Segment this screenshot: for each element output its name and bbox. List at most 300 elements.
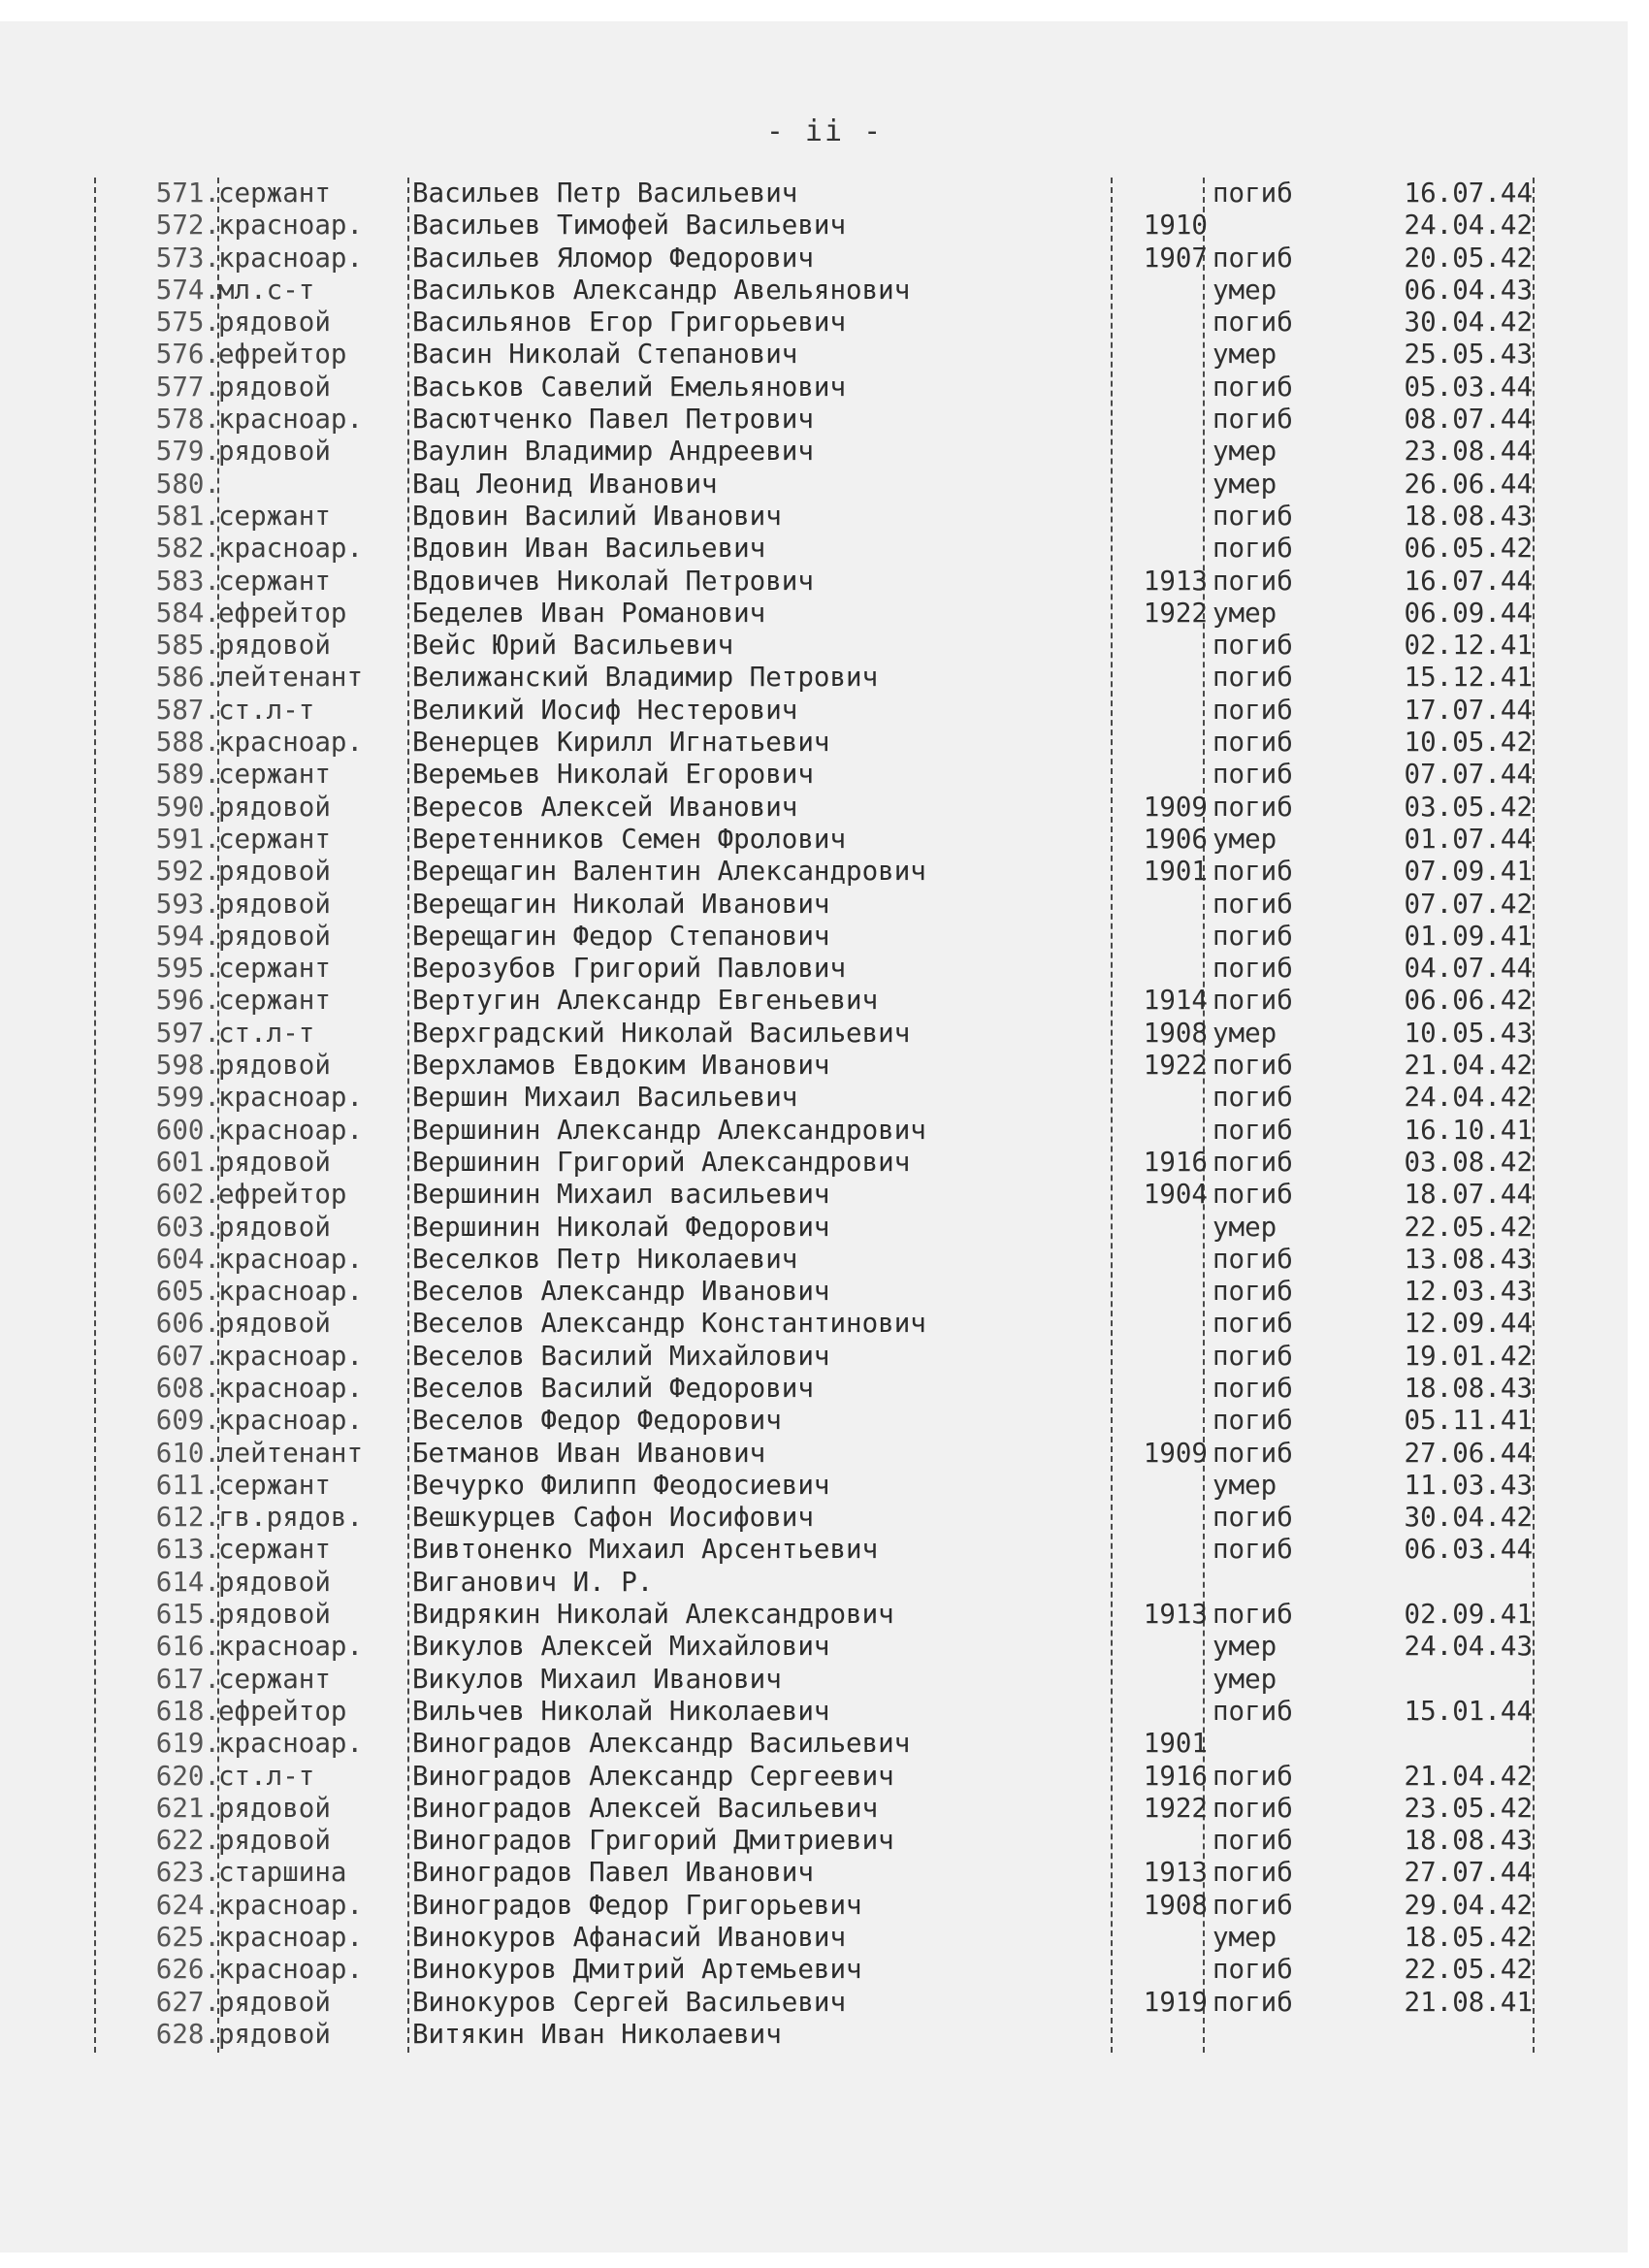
entry-name: Вертугин Александр Евгеньевич xyxy=(412,985,879,1017)
entry-name: Вешкурцев Сафон Иосифович xyxy=(412,1502,814,1534)
entry-number: 616. xyxy=(155,1631,220,1663)
entry-number: 614. xyxy=(155,1566,220,1598)
entry-number: 597. xyxy=(155,1017,220,1049)
entry-date: 05.11.41 xyxy=(1404,1405,1533,1437)
entry-date: 27.06.44 xyxy=(1404,1437,1533,1469)
entry-status: погиб xyxy=(1212,694,1293,726)
list-row xyxy=(92,566,1547,598)
entry-number: 612. xyxy=(155,1502,220,1534)
entry-status: умер xyxy=(1212,1663,1277,1695)
entry-number: 624. xyxy=(155,1889,220,1921)
list-row xyxy=(92,1018,1547,1050)
entry-name: Вершинин Григорий Александрович xyxy=(412,1146,911,1178)
entry-birth-year: 1922 xyxy=(1143,597,1208,629)
list-row xyxy=(92,1373,1547,1405)
entry-status: умер xyxy=(1212,823,1277,855)
entry-date: 24.04.42 xyxy=(1404,1082,1533,1114)
entry-date: 11.03.43 xyxy=(1404,1469,1533,1501)
entry-name: Великий Иосиф Нестерович xyxy=(412,694,798,726)
entry-status: умер xyxy=(1212,1017,1277,1049)
entry-number: 607. xyxy=(155,1340,220,1372)
list-row xyxy=(92,372,1547,404)
entry-rank: красноар. xyxy=(218,1728,364,1760)
entry-number: 587. xyxy=(155,694,220,726)
entry-rank: рядовой xyxy=(218,436,331,468)
list-row xyxy=(92,307,1547,339)
entry-date: 23.05.42 xyxy=(1404,1792,1533,1824)
entry-name: Виноградов Федор Григорьевич xyxy=(412,1889,862,1921)
entry-number: 577. xyxy=(155,371,220,403)
entry-number: 599. xyxy=(155,1082,220,1114)
list-row xyxy=(92,501,1547,533)
entry-rank: старшина xyxy=(218,1857,347,1889)
entry-status: погиб xyxy=(1212,630,1293,662)
list-row xyxy=(92,1922,1547,1954)
entry-name: Винокуров Дмитрий Артемьевич xyxy=(412,1954,862,1986)
list-row xyxy=(92,275,1547,307)
entry-date: 06.06.42 xyxy=(1404,985,1533,1017)
entry-name: Велижанский Владимир Петрович xyxy=(412,662,879,694)
entry-rank: рядовой xyxy=(218,630,331,662)
entry-rank: красноар. xyxy=(218,1340,364,1372)
entry-date: 06.05.42 xyxy=(1404,533,1533,565)
entry-number: 622. xyxy=(155,1825,220,1857)
list-row xyxy=(92,727,1547,759)
entry-rank: сержант xyxy=(218,565,331,597)
entry-status: погиб xyxy=(1212,1308,1293,1340)
entry-name: Вершинин Михаил васильевич xyxy=(412,1179,830,1211)
entry-date: 26.06.44 xyxy=(1404,468,1533,500)
entry-birth-year: 1913 xyxy=(1143,1857,1208,1889)
entry-status: погиб xyxy=(1212,1986,1293,2018)
entry-date: 19.01.42 xyxy=(1404,1340,1533,1372)
entry-number: 582. xyxy=(155,533,220,565)
entry-birth-year: 1914 xyxy=(1143,985,1208,1017)
entry-rank: ефрейтор xyxy=(218,339,347,371)
list-row xyxy=(92,598,1547,630)
entry-number: 620. xyxy=(155,1760,220,1792)
entry-number: 606. xyxy=(155,1308,220,1340)
entry-rank: рядовой xyxy=(218,888,331,920)
entry-status: умер xyxy=(1212,1211,1277,1243)
entry-number: 617. xyxy=(155,1663,220,1695)
entry-rank: ст.л-т xyxy=(218,1760,315,1792)
entry-name: Видрякин Николай Александрович xyxy=(412,1599,894,1631)
entry-number: 609. xyxy=(155,1405,220,1437)
entry-status: погиб xyxy=(1212,920,1293,952)
entry-status: умер xyxy=(1212,597,1277,629)
list-row xyxy=(92,1534,1547,1566)
entry-name: Вдовин Иван Васильевич xyxy=(412,533,766,565)
entry-number: 572. xyxy=(155,210,220,242)
entry-name: Вершинин Александр Александрович xyxy=(412,1114,926,1146)
entry-status: погиб xyxy=(1212,1599,1293,1631)
entry-name: Васин Николай Степанович xyxy=(412,339,798,371)
entry-status: погиб xyxy=(1212,1954,1293,1986)
entry-birth-year: 1904 xyxy=(1143,1179,1208,1211)
entry-name: Беделев Иван Романович xyxy=(412,597,766,629)
entry-rank: ст.л-т xyxy=(218,694,315,726)
entry-status: погиб xyxy=(1212,791,1293,823)
entry-rank: лейтенант xyxy=(218,1437,364,1469)
entry-rank: рядовой xyxy=(218,1146,331,1178)
list-row xyxy=(92,1567,1547,1599)
entry-status: погиб xyxy=(1212,1437,1293,1469)
entry-status: погиб xyxy=(1212,1146,1293,1178)
entry-name: Верещагин Федор Степанович xyxy=(412,920,830,952)
list-row xyxy=(92,243,1547,275)
entry-rank: сержант xyxy=(218,1469,331,1501)
entry-rank: красноар. xyxy=(218,242,364,274)
entry-rank: ефрейтор xyxy=(218,1179,347,1211)
entry-name: Веселов Василий Михайлович xyxy=(412,1340,830,1372)
entry-status: погиб xyxy=(1212,565,1293,597)
entry-date: 27.07.44 xyxy=(1404,1857,1533,1889)
entry-number: 605. xyxy=(155,1276,220,1308)
entry-status: погиб xyxy=(1212,1114,1293,1146)
entry-status: погиб xyxy=(1212,1243,1293,1275)
entry-rank: рядовой xyxy=(218,1792,331,1824)
entry-rank: красноар. xyxy=(218,1889,364,1921)
entry-status: умер xyxy=(1212,274,1277,306)
entry-name: Вершин Михаил Васильевич xyxy=(412,1082,798,1114)
page-number: - ii - xyxy=(765,114,884,148)
entry-status: погиб xyxy=(1212,727,1293,759)
entry-number: 619. xyxy=(155,1728,220,1760)
entry-number: 580. xyxy=(155,468,220,500)
entry-name: Ваулин Владимир Андреевич xyxy=(412,436,814,468)
entry-name: Венерцев Кирилл Игнатьевич xyxy=(412,727,830,759)
entry-name: Виганович И. Р. xyxy=(412,1566,654,1598)
entry-number: 579. xyxy=(155,436,220,468)
entry-name: Васильев Тимофей Васильевич xyxy=(412,210,847,242)
entry-birth-year: 1919 xyxy=(1143,1986,1208,2018)
entry-rank: рядовой xyxy=(218,1825,331,1857)
entry-number: 591. xyxy=(155,823,220,855)
list-row xyxy=(92,469,1547,501)
entry-rank: сержант xyxy=(218,985,331,1017)
entry-status: погиб xyxy=(1212,1276,1293,1308)
entry-name: Вдовичев Николай Петрович xyxy=(412,565,814,597)
entry-date: 16.07.44 xyxy=(1404,565,1533,597)
entry-rank: красноар. xyxy=(218,404,364,436)
entry-date: 16.07.44 xyxy=(1404,178,1533,209)
entry-birth-year: 1913 xyxy=(1143,1599,1208,1631)
entry-name: Виноградов Александр Сергеевич xyxy=(412,1760,894,1792)
entry-date: 13.08.43 xyxy=(1404,1243,1533,1275)
entry-rank: сержант xyxy=(218,178,331,209)
list-row xyxy=(92,1761,1547,1793)
entry-name: Винокуров Сергей Васильевич xyxy=(412,1986,847,2018)
list-row xyxy=(92,662,1547,694)
entry-name: Верозубов Григорий Павлович xyxy=(412,953,847,985)
entry-date: 03.05.42 xyxy=(1404,791,1533,823)
list-row xyxy=(92,1341,1547,1373)
entry-status: погиб xyxy=(1212,500,1293,532)
entry-rank: красноар. xyxy=(218,727,364,759)
entry-date: 18.05.42 xyxy=(1404,1922,1533,1954)
entry-number: 584. xyxy=(155,597,220,629)
entry-rank: мл.с-т xyxy=(218,274,315,306)
entry-status: погиб xyxy=(1212,1372,1293,1404)
entry-status: умер xyxy=(1212,1469,1277,1501)
list-row xyxy=(92,1308,1547,1340)
entry-name: Виноградов Павел Иванович xyxy=(412,1857,814,1889)
entry-status: погиб xyxy=(1212,1179,1293,1211)
entry-rank: ефрейтор xyxy=(218,1695,347,1727)
entry-date: 02.12.41 xyxy=(1404,630,1533,662)
entry-number: 596. xyxy=(155,985,220,1017)
entry-date: 15.12.41 xyxy=(1404,662,1533,694)
entry-number: 602. xyxy=(155,1179,220,1211)
list-row xyxy=(92,1599,1547,1631)
list-row xyxy=(92,1405,1547,1437)
entry-date: 24.04.42 xyxy=(1404,210,1533,242)
list-row xyxy=(92,1082,1547,1114)
entry-birth-year: 1913 xyxy=(1143,565,1208,597)
list-row xyxy=(92,1728,1547,1760)
list-row xyxy=(92,1696,1547,1728)
entry-date: 30.04.42 xyxy=(1404,1502,1533,1534)
list-row xyxy=(92,1857,1547,1889)
entry-birth-year: 1908 xyxy=(1143,1017,1208,1049)
entry-date: 07.07.42 xyxy=(1404,888,1533,920)
scan-border-right xyxy=(1628,0,1649,2268)
entry-status: погиб xyxy=(1212,759,1293,791)
entry-name: Верещагин Николай Иванович xyxy=(412,888,830,920)
entry-name: Викулов Алексей Михайлович xyxy=(412,1631,830,1663)
list-row xyxy=(92,1470,1547,1502)
entry-number: 598. xyxy=(155,1050,220,1082)
entry-date: 21.04.42 xyxy=(1404,1050,1533,1082)
entry-name: Бетманов Иван Иванович xyxy=(412,1437,766,1469)
entry-date: 18.07.44 xyxy=(1404,1179,1533,1211)
entry-name: Веселов Федор Федорович xyxy=(412,1405,782,1437)
entry-number: 625. xyxy=(155,1922,220,1954)
list-row xyxy=(92,953,1547,985)
list-row xyxy=(92,824,1547,856)
entry-rank: рядовой xyxy=(218,856,331,888)
entry-status: погиб xyxy=(1212,1825,1293,1857)
entry-rank: красноар. xyxy=(218,1243,364,1275)
entry-name: Веселов Александр Константинович xyxy=(412,1308,926,1340)
list-row xyxy=(92,210,1547,242)
entry-status: умер xyxy=(1212,468,1277,500)
entry-date: 20.05.42 xyxy=(1404,242,1533,274)
entry-number: 600. xyxy=(155,1114,220,1146)
entry-rank: рядовой xyxy=(218,791,331,823)
entry-number: 623. xyxy=(155,1857,220,1889)
entry-date: 10.05.43 xyxy=(1404,1017,1533,1049)
entry-number: 595. xyxy=(155,953,220,985)
entry-rank: рядовой xyxy=(218,1050,331,1082)
entry-status: погиб xyxy=(1212,533,1293,565)
list-row xyxy=(92,759,1547,791)
entry-name: Виноградов Алексей Васильевич xyxy=(412,1792,879,1824)
entry-number: 628. xyxy=(155,2018,220,2050)
entry-birth-year: 1910 xyxy=(1143,210,1208,242)
entry-birth-year: 1909 xyxy=(1143,1437,1208,1469)
entry-rank: лейтенант xyxy=(218,662,364,694)
entry-name: Витякин Иван Николаевич xyxy=(412,2018,782,2050)
entry-number: 590. xyxy=(155,791,220,823)
entry-name: Викулов Михаил Иванович xyxy=(412,1663,782,1695)
entry-name: Васильев Яломор Федорович xyxy=(412,242,814,274)
entry-name: Виноградов Александр Васильевич xyxy=(412,1728,911,1760)
entry-number: 575. xyxy=(155,307,220,339)
entry-name: Веретенников Семен Фролович xyxy=(412,823,847,855)
list-row xyxy=(92,404,1547,436)
entry-status: умер xyxy=(1212,1922,1277,1954)
entry-rank: красноар. xyxy=(218,1631,364,1663)
entry-number: 589. xyxy=(155,759,220,791)
list-row xyxy=(92,1179,1547,1211)
list-row xyxy=(92,533,1547,565)
entry-date: 03.08.42 xyxy=(1404,1146,1533,1178)
entry-status: умер xyxy=(1212,1631,1277,1663)
entry-date: 04.07.44 xyxy=(1404,953,1533,985)
entry-rank: красноар. xyxy=(218,210,364,242)
entry-name: Вдовин Василий Иванович xyxy=(412,500,782,532)
entry-rank: рядовой xyxy=(218,1211,331,1243)
entry-date: 17.07.44 xyxy=(1404,694,1533,726)
list-row xyxy=(92,1502,1547,1534)
entry-date: 18.08.43 xyxy=(1404,500,1533,532)
entry-number: 611. xyxy=(155,1469,220,1501)
entry-number: 585. xyxy=(155,630,220,662)
entry-date: 12.03.43 xyxy=(1404,1276,1533,1308)
list-row xyxy=(92,339,1547,371)
entry-date: 21.04.42 xyxy=(1404,1760,1533,1792)
entry-status: погиб xyxy=(1212,1534,1293,1566)
entry-date: 18.08.43 xyxy=(1404,1372,1533,1404)
list-row xyxy=(92,985,1547,1017)
list-row xyxy=(92,695,1547,727)
list-row xyxy=(92,792,1547,824)
entry-date: 06.03.44 xyxy=(1404,1534,1533,1566)
entry-number: 576. xyxy=(155,339,220,371)
entry-rank: сержант xyxy=(218,759,331,791)
entry-date: 22.05.42 xyxy=(1404,1211,1533,1243)
entry-date: 01.09.41 xyxy=(1404,920,1533,952)
entry-number: 571. xyxy=(155,178,220,209)
list-row xyxy=(92,2019,1547,2051)
entry-name: Васильянов Егор Григорьевич xyxy=(412,307,847,339)
entry-date: 16.10.41 xyxy=(1404,1114,1533,1146)
entry-status: погиб xyxy=(1212,888,1293,920)
entry-status: погиб xyxy=(1212,1405,1293,1437)
entry-name: Вечурко Филипп Феодосиевич xyxy=(412,1469,830,1501)
entry-status: погиб xyxy=(1212,953,1293,985)
entry-name: Вейс Юрий Васильевич xyxy=(412,630,734,662)
entry-date: 29.04.42 xyxy=(1404,1889,1533,1921)
entry-status: умер xyxy=(1212,339,1277,371)
entry-date: 18.08.43 xyxy=(1404,1825,1533,1857)
entry-birth-year: 1922 xyxy=(1143,1792,1208,1824)
list-row xyxy=(92,1438,1547,1470)
entry-number: 626. xyxy=(155,1954,220,1986)
list-row xyxy=(92,1825,1547,1857)
entry-birth-year: 1906 xyxy=(1143,823,1208,855)
entry-date: 15.01.44 xyxy=(1404,1695,1533,1727)
entry-date: 25.05.43 xyxy=(1404,339,1533,371)
entry-status: погиб xyxy=(1212,1050,1293,1082)
entry-number: 588. xyxy=(155,727,220,759)
entry-rank: сержант xyxy=(218,823,331,855)
entry-number: 615. xyxy=(155,1599,220,1631)
entry-date: 01.07.44 xyxy=(1404,823,1533,855)
entry-number: 601. xyxy=(155,1146,220,1178)
entry-number: 586. xyxy=(155,662,220,694)
entry-number: 608. xyxy=(155,1372,220,1404)
entry-date: 02.09.41 xyxy=(1404,1599,1533,1631)
list-row xyxy=(92,1276,1547,1308)
entry-name: Веремьев Николай Егорович xyxy=(412,759,814,791)
entry-number: 574. xyxy=(155,274,220,306)
entry-number: 592. xyxy=(155,856,220,888)
entry-number: 621. xyxy=(155,1792,220,1824)
entry-date: 10.05.42 xyxy=(1404,727,1533,759)
entry-name: Винокуров Афанасий Иванович xyxy=(412,1922,847,1954)
entry-number: 613. xyxy=(155,1534,220,1566)
entry-status: погиб xyxy=(1212,1082,1293,1114)
entry-number: 610. xyxy=(155,1437,220,1469)
entry-date: 08.07.44 xyxy=(1404,404,1533,436)
entry-name: Васильков Александр Авельянович xyxy=(412,274,911,306)
entry-status: погиб xyxy=(1212,242,1293,274)
entry-name: Вильчев Николай Николаевич xyxy=(412,1695,830,1727)
entry-number: 578. xyxy=(155,404,220,436)
entry-number: 603. xyxy=(155,1211,220,1243)
entry-number: 593. xyxy=(155,888,220,920)
entry-number: 618. xyxy=(155,1695,220,1727)
entry-status: погиб xyxy=(1212,856,1293,888)
entry-status: погиб xyxy=(1212,371,1293,403)
list-row xyxy=(92,1987,1547,2019)
list-row xyxy=(92,1890,1547,1922)
entry-name: Верхламов Евдоким Иванович xyxy=(412,1050,830,1082)
entry-name: Верхградский Николай Васильевич xyxy=(412,1017,911,1049)
entry-rank: рядовой xyxy=(218,307,331,339)
list-row xyxy=(92,921,1547,953)
entry-number: 604. xyxy=(155,1243,220,1275)
list-row xyxy=(92,630,1547,662)
list-row xyxy=(92,889,1547,921)
entry-rank: рядовой xyxy=(218,1599,331,1631)
entry-status: погиб xyxy=(1212,1502,1293,1534)
scan-border-bottom xyxy=(0,2252,1649,2268)
entry-name: Веселов Василий Федорович xyxy=(412,1372,814,1404)
list-row xyxy=(92,1212,1547,1244)
entry-rank: рядовой xyxy=(218,1566,331,1598)
entry-date: 06.09.44 xyxy=(1404,597,1533,629)
entry-rank: рядовой xyxy=(218,920,331,952)
entry-date: 24.04.43 xyxy=(1404,1631,1533,1663)
entry-number: 594. xyxy=(155,920,220,952)
entry-rank: рядовой xyxy=(218,2018,331,2050)
entry-rank: красноар. xyxy=(218,1114,364,1146)
entry-rank: красноар. xyxy=(218,1405,364,1437)
entry-rank: красноар. xyxy=(218,1372,364,1404)
entry-status: погиб xyxy=(1212,178,1293,209)
entry-name: Вершинин Николай Федорович xyxy=(412,1211,830,1243)
entry-name: Виноградов Григорий Дмитриевич xyxy=(412,1825,894,1857)
entry-date: 06.04.43 xyxy=(1404,274,1533,306)
entry-rank: красноар. xyxy=(218,1082,364,1114)
entry-rank: сержант xyxy=(218,953,331,985)
casualty-list xyxy=(92,178,1547,2051)
entry-status: погиб xyxy=(1212,1857,1293,1889)
